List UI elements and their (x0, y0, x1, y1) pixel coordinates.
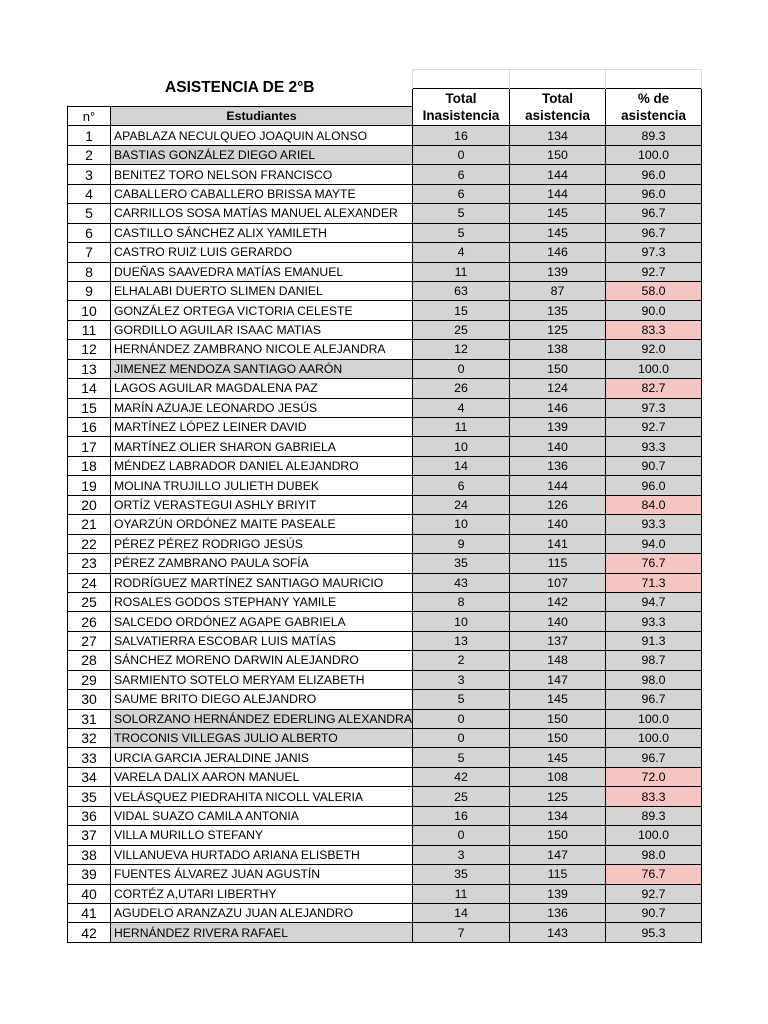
row-number: 23 (68, 554, 111, 573)
total-inasistencia-cell: 0 (413, 729, 510, 748)
row-number: 25 (68, 592, 111, 611)
table-row (68, 690, 702, 709)
total-inasistencia-cell: 5 (413, 748, 510, 767)
total-inasistencia-cell: 5 (413, 204, 510, 223)
total-asistencia-cell: 145 (510, 748, 606, 767)
total-inasistencia-cell: 16 (413, 126, 510, 145)
pct-asistencia-cell: 89.3 (606, 806, 702, 825)
table-row (68, 359, 702, 378)
pct-asistencia-cell: 82.7 (606, 379, 702, 398)
header-total-inasistencia: Total Inasistencia (413, 89, 510, 126)
header-number: n° (68, 107, 111, 126)
table-row (68, 787, 702, 806)
row-number: 7 (68, 243, 111, 262)
table-row (68, 845, 702, 864)
pct-asistencia-cell: 83.3 (606, 787, 702, 806)
total-asistencia-cell: 115 (510, 554, 606, 573)
table-row (68, 184, 702, 203)
total-inasistencia-cell: 11 (413, 262, 510, 281)
total-inasistencia-cell: 14 (413, 456, 510, 475)
table-row (68, 418, 702, 437)
row-number: 17 (68, 437, 111, 456)
row-number: 26 (68, 612, 111, 631)
pct-asistencia-cell: 92.7 (606, 418, 702, 437)
pct-asistencia-cell: 58.0 (606, 281, 702, 300)
sheet-title: ASISTENCIA DE 2°B (165, 78, 315, 96)
row-number: 27 (68, 631, 111, 650)
header-top-row (68, 70, 702, 89)
row-number: 19 (68, 476, 111, 495)
student-name: MARTÍNEZ LÓPEZ LEINER DAVID (111, 418, 413, 437)
table-row (68, 204, 702, 223)
total-asistencia-cell: 145 (510, 690, 606, 709)
table-row (68, 865, 702, 884)
table-row (68, 495, 702, 514)
table-row (68, 126, 702, 145)
total-inasistencia-cell: 4 (413, 398, 510, 417)
total-inasistencia-cell: 11 (413, 884, 510, 903)
total-inasistencia-cell: 0 (413, 359, 510, 378)
student-name: CORTÉZ A,UTARI LIBERTHY (111, 884, 413, 903)
total-asistencia-cell: 139 (510, 884, 606, 903)
pct-asistencia-cell: 92.7 (606, 884, 702, 903)
total-asistencia-cell: 134 (510, 126, 606, 145)
pct-asistencia-cell: 92.0 (606, 340, 702, 359)
table-row (68, 670, 702, 689)
pct-asistencia-cell: 96.0 (606, 184, 702, 203)
row-number: 11 (68, 320, 111, 339)
table-row (68, 592, 702, 611)
row-number: 35 (68, 787, 111, 806)
total-asistencia-cell: 115 (510, 865, 606, 884)
total-inasistencia-cell: 5 (413, 223, 510, 242)
table-row (68, 145, 702, 164)
student-name: MARÍN AZUAJE LEONARDO JESÚS (111, 398, 413, 417)
row-number: 34 (68, 767, 111, 786)
student-name: VELÁSQUEZ PIEDRAHITA NICOLL VALERIA (111, 787, 413, 806)
header-total-asistencia: Total asistencia (510, 89, 606, 126)
row-number: 18 (68, 456, 111, 475)
student-name: MÉNDEZ LABRADOR DANIEL ALEJANDRO (111, 456, 413, 475)
total-inasistencia-cell: 25 (413, 320, 510, 339)
table-row (68, 476, 702, 495)
row-number: 12 (68, 340, 111, 359)
total-asistencia-cell: 138 (510, 340, 606, 359)
total-asistencia-cell: 150 (510, 145, 606, 164)
table-row (68, 379, 702, 398)
total-inasistencia-cell: 2 (413, 651, 510, 670)
pct-asistencia-cell: 83.3 (606, 320, 702, 339)
attendance-table (67, 69, 702, 943)
total-asistencia-cell: 144 (510, 476, 606, 495)
total-asistencia-cell: 145 (510, 223, 606, 242)
row-number: 31 (68, 709, 111, 728)
total-asistencia-cell: 142 (510, 592, 606, 611)
row-number: 32 (68, 729, 111, 748)
total-inasistencia-cell: 7 (413, 923, 510, 942)
student-name: ELHALABI DUERTO SLIMEN DANIEL (111, 281, 413, 300)
total-asistencia-cell: 146 (510, 243, 606, 262)
total-inasistencia-cell: 0 (413, 826, 510, 845)
total-asistencia-cell: 150 (510, 709, 606, 728)
student-name: CASTRO RUIZ LUIS GERARDO (111, 243, 413, 262)
total-asistencia-cell: 125 (510, 787, 606, 806)
table-row (68, 281, 702, 300)
table-row (68, 748, 702, 767)
pct-asistencia-cell: 76.7 (606, 554, 702, 573)
total-asistencia-cell: 87 (510, 281, 606, 300)
row-number: 29 (68, 670, 111, 689)
total-asistencia-cell: 147 (510, 670, 606, 689)
student-name: ROSALES GODOS STEPHANY YAMILE (111, 592, 413, 611)
pct-asistencia-cell: 98.0 (606, 845, 702, 864)
row-number: 20 (68, 495, 111, 514)
total-asistencia-cell: 124 (510, 379, 606, 398)
student-name: GONZÁLEZ ORTEGA VICTORIA CELESTE (111, 301, 413, 320)
pct-asistencia-cell: 90.0 (606, 301, 702, 320)
table-row (68, 340, 702, 359)
pct-asistencia-cell: 96.7 (606, 748, 702, 767)
total-asistencia-cell: 146 (510, 398, 606, 417)
total-inasistencia-cell: 3 (413, 670, 510, 689)
total-inasistencia-cell: 15 (413, 301, 510, 320)
student-name: ORTÍZ VERASTEGUI ASHLY BRIYIT (111, 495, 413, 514)
student-name: SAUME BRITO DIEGO ALEJANDRO (111, 690, 413, 709)
total-inasistencia-cell: 12 (413, 340, 510, 359)
total-inasistencia-cell: 6 (413, 476, 510, 495)
student-name: BASTIAS GONZÁLEZ DIEGO ARIEL (111, 145, 413, 164)
pct-asistencia-cell: 97.3 (606, 398, 702, 417)
pct-asistencia-cell: 100.0 (606, 359, 702, 378)
total-inasistencia-cell: 8 (413, 592, 510, 611)
total-asistencia-cell: 137 (510, 631, 606, 650)
total-asistencia-cell: 107 (510, 573, 606, 592)
pct-asistencia-cell: 96.7 (606, 690, 702, 709)
student-name: OYARZÚN ORDÓNEZ MAITE PASEALE (111, 515, 413, 534)
row-number: 42 (68, 923, 111, 942)
table-row (68, 456, 702, 475)
row-number: 39 (68, 865, 111, 884)
row-number: 8 (68, 262, 111, 281)
student-name: PÉREZ ZAMBRANO PAULA SOFÍA (111, 554, 413, 573)
total-inasistencia-cell: 11 (413, 418, 510, 437)
table-row (68, 301, 702, 320)
total-inasistencia-cell: 35 (413, 865, 510, 884)
row-number: 16 (68, 418, 111, 437)
total-inasistencia-cell: 9 (413, 534, 510, 553)
student-name: VIDAL SUAZO CAMILA ANTONIA (111, 806, 413, 825)
total-inasistencia-cell: 6 (413, 165, 510, 184)
total-inasistencia-cell: 24 (413, 495, 510, 514)
table-row (68, 243, 702, 262)
attendance-sheet (67, 69, 701, 943)
row-number: 2 (68, 145, 111, 164)
student-name: AGUDELO ARANZAZU JUAN ALEJANDRO (111, 903, 413, 922)
total-inasistencia-cell: 16 (413, 806, 510, 825)
table-row (68, 398, 702, 417)
total-asistencia-cell: 140 (510, 437, 606, 456)
table-row (68, 573, 702, 592)
total-asistencia-cell: 150 (510, 729, 606, 748)
total-asistencia-cell: 135 (510, 301, 606, 320)
total-inasistencia-cell: 10 (413, 612, 510, 631)
pct-asistencia-cell: 93.3 (606, 515, 702, 534)
row-number: 9 (68, 281, 111, 300)
student-name: VILLA MURILLO STEFANY (111, 826, 413, 845)
pct-asistencia-cell: 96.0 (606, 476, 702, 495)
total-asistencia-cell: 140 (510, 515, 606, 534)
student-name: MOLINA TRUJILLO JULIETH DUBEK (111, 476, 413, 495)
total-asistencia-cell: 136 (510, 903, 606, 922)
table-row (68, 612, 702, 631)
pct-asistencia-cell: 96.7 (606, 204, 702, 223)
row-number: 13 (68, 359, 111, 378)
total-inasistencia-cell: 10 (413, 515, 510, 534)
row-number: 4 (68, 184, 111, 203)
total-asistencia-cell: 141 (510, 534, 606, 553)
student-name: MARTÍNEZ OLIER SHARON GABRIELA (111, 437, 413, 456)
total-asistencia-cell: 147 (510, 845, 606, 864)
student-name: FUENTES ÁLVAREZ JUAN AGUSTÍN (111, 865, 413, 884)
pct-asistencia-cell: 96.7 (606, 223, 702, 242)
row-number: 38 (68, 845, 111, 864)
row-number: 10 (68, 301, 111, 320)
total-inasistencia-cell: 26 (413, 379, 510, 398)
total-asistencia-cell: 144 (510, 184, 606, 203)
total-inasistencia-cell: 63 (413, 281, 510, 300)
row-number: 21 (68, 515, 111, 534)
pct-asistencia-cell: 89.3 (606, 126, 702, 145)
table-row (68, 729, 702, 748)
empty-cell (510, 70, 606, 89)
table-row (68, 554, 702, 573)
row-number: 14 (68, 379, 111, 398)
total-asistencia-cell: 139 (510, 262, 606, 281)
student-name: HERNÁNDEZ ZAMBRANO NICOLE ALEJANDRA (111, 340, 413, 359)
student-name: CASTILLO SÁNCHEZ ALIX YAMILETH (111, 223, 413, 242)
pct-asistencia-cell: 97.3 (606, 243, 702, 262)
pct-asistencia-cell: 90.7 (606, 456, 702, 475)
pct-asistencia-cell: 93.3 (606, 612, 702, 631)
student-name: GORDILLO AGUILAR ISAAC MATIAS (111, 320, 413, 339)
total-inasistencia-cell: 14 (413, 903, 510, 922)
pct-asistencia-cell: 98.0 (606, 670, 702, 689)
total-asistencia-cell: 108 (510, 767, 606, 786)
total-asistencia-cell: 143 (510, 923, 606, 942)
student-name: RODRÍGUEZ MARTÍNEZ SANTIAGO MAURICIO (111, 573, 413, 592)
pct-asistencia-cell: 84.0 (606, 495, 702, 514)
header-estudiantes: Estudiantes (111, 107, 413, 126)
pct-asistencia-cell: 94.0 (606, 534, 702, 553)
total-asistencia-cell: 125 (510, 320, 606, 339)
total-asistencia-cell: 126 (510, 495, 606, 514)
total-inasistencia-cell: 0 (413, 709, 510, 728)
pct-asistencia-cell: 98.7 (606, 651, 702, 670)
row-number: 33 (68, 748, 111, 767)
row-number: 3 (68, 165, 111, 184)
pct-asistencia-cell: 100.0 (606, 709, 702, 728)
row-number: 36 (68, 806, 111, 825)
table-row (68, 320, 702, 339)
row-number: 15 (68, 398, 111, 417)
pct-asistencia-cell: 93.3 (606, 437, 702, 456)
student-name: LAGOS AGUILAR MAGDALENA PAZ (111, 379, 413, 398)
row-number: 22 (68, 534, 111, 553)
row-number: 1 (68, 126, 111, 145)
pct-asistencia-cell: 91.3 (606, 631, 702, 650)
table-row (68, 651, 702, 670)
total-inasistencia-cell: 0 (413, 145, 510, 164)
pct-asistencia-cell: 71.3 (606, 573, 702, 592)
total-inasistencia-cell: 5 (413, 690, 510, 709)
student-name: SALCEDO ORDÓNEZ AGAPE GABRIELA (111, 612, 413, 631)
total-asistencia-cell: 139 (510, 418, 606, 437)
student-name: JIMENEZ MENDOZA SANTIAGO AARÓN (111, 359, 413, 378)
total-inasistencia-cell: 3 (413, 845, 510, 864)
total-inasistencia-cell: 10 (413, 437, 510, 456)
pct-asistencia-cell: 95.3 (606, 923, 702, 942)
student-name: APABLAZA NECULQUEO JOAQUIN ALONSO (111, 126, 413, 145)
total-inasistencia-cell: 42 (413, 767, 510, 786)
pct-asistencia-cell: 100.0 (606, 729, 702, 748)
row-number: 37 (68, 826, 111, 845)
student-name: TROCONIS VILLEGAS JULIO ALBERTO (111, 729, 413, 748)
student-name: DUEÑAS SAAVEDRA MATÍAS EMANUEL (111, 262, 413, 281)
student-name: HERNÁNDEZ RIVERA RAFAEL (111, 923, 413, 942)
row-number: 30 (68, 690, 111, 709)
student-name: VARELA DALIX AARON MANUEL (111, 767, 413, 786)
table-row (68, 806, 702, 825)
total-inasistencia-cell: 13 (413, 631, 510, 650)
total-asistencia-cell: 144 (510, 165, 606, 184)
row-number: 5 (68, 204, 111, 223)
pct-asistencia-cell: 76.7 (606, 865, 702, 884)
table-row (68, 223, 702, 242)
table-row (68, 515, 702, 534)
student-name: CARRILLOS SOSA MATÍAS MANUEL ALEXANDER (111, 204, 413, 223)
pct-asistencia-cell: 100.0 (606, 145, 702, 164)
total-inasistencia-cell: 43 (413, 573, 510, 592)
total-asistencia-cell: 150 (510, 826, 606, 845)
student-name: SALVATIERRA ESCOBAR LUIS MATÍAS (111, 631, 413, 650)
total-inasistencia-cell: 25 (413, 787, 510, 806)
student-name: CABALLERO CABALLERO BRISSA MAYTE (111, 184, 413, 203)
total-asistencia-cell: 134 (510, 806, 606, 825)
table-row (68, 884, 702, 903)
table-row (68, 826, 702, 845)
table-row (68, 767, 702, 786)
table-row (68, 903, 702, 922)
row-number: 24 (68, 573, 111, 592)
row-number: 28 (68, 651, 111, 670)
total-asistencia-cell: 145 (510, 204, 606, 223)
row-number: 41 (68, 903, 111, 922)
student-name: SARMIENTO SOTELO MERYAM ELIZABETH (111, 670, 413, 689)
total-asistencia-cell: 150 (510, 359, 606, 378)
table-row (68, 631, 702, 650)
pct-asistencia-cell: 92.7 (606, 262, 702, 281)
empty-cell (413, 70, 510, 89)
total-asistencia-cell: 136 (510, 456, 606, 475)
table-row (68, 534, 702, 553)
pct-asistencia-cell: 100.0 (606, 826, 702, 845)
student-name: URCIA GARCIA JERALDINE JANIS (111, 748, 413, 767)
empty-cell (606, 70, 702, 89)
table-row (68, 709, 702, 728)
row-number: 6 (68, 223, 111, 242)
pct-asistencia-cell: 94.7 (606, 592, 702, 611)
pct-asistencia-cell: 96.0 (606, 165, 702, 184)
table-row (68, 923, 702, 942)
student-name: VILLANUEVA HURTADO ARIANA ELISBETH (111, 845, 413, 864)
student-name: SOLORZANO HERNÁNDEZ EDERLING ALEXANDRA (111, 709, 413, 728)
table-row (68, 262, 702, 281)
row-number: 40 (68, 884, 111, 903)
total-inasistencia-cell: 4 (413, 243, 510, 262)
table-row (68, 437, 702, 456)
total-inasistencia-cell: 35 (413, 554, 510, 573)
pct-asistencia-cell: 90.7 (606, 903, 702, 922)
student-name: PÉREZ PÉREZ RODRIGO JESÚS (111, 534, 413, 553)
student-name: BENITEZ TORO NELSON FRANCISCO (111, 165, 413, 184)
pct-asistencia-cell: 72.0 (606, 767, 702, 786)
total-asistencia-cell: 148 (510, 651, 606, 670)
total-asistencia-cell: 140 (510, 612, 606, 631)
header-pct-asistencia: % de asistencia (606, 89, 702, 126)
student-name: SÁNCHEZ MORENO DARWIN ALEJANDRO (111, 651, 413, 670)
total-inasistencia-cell: 6 (413, 184, 510, 203)
table-row (68, 165, 702, 184)
